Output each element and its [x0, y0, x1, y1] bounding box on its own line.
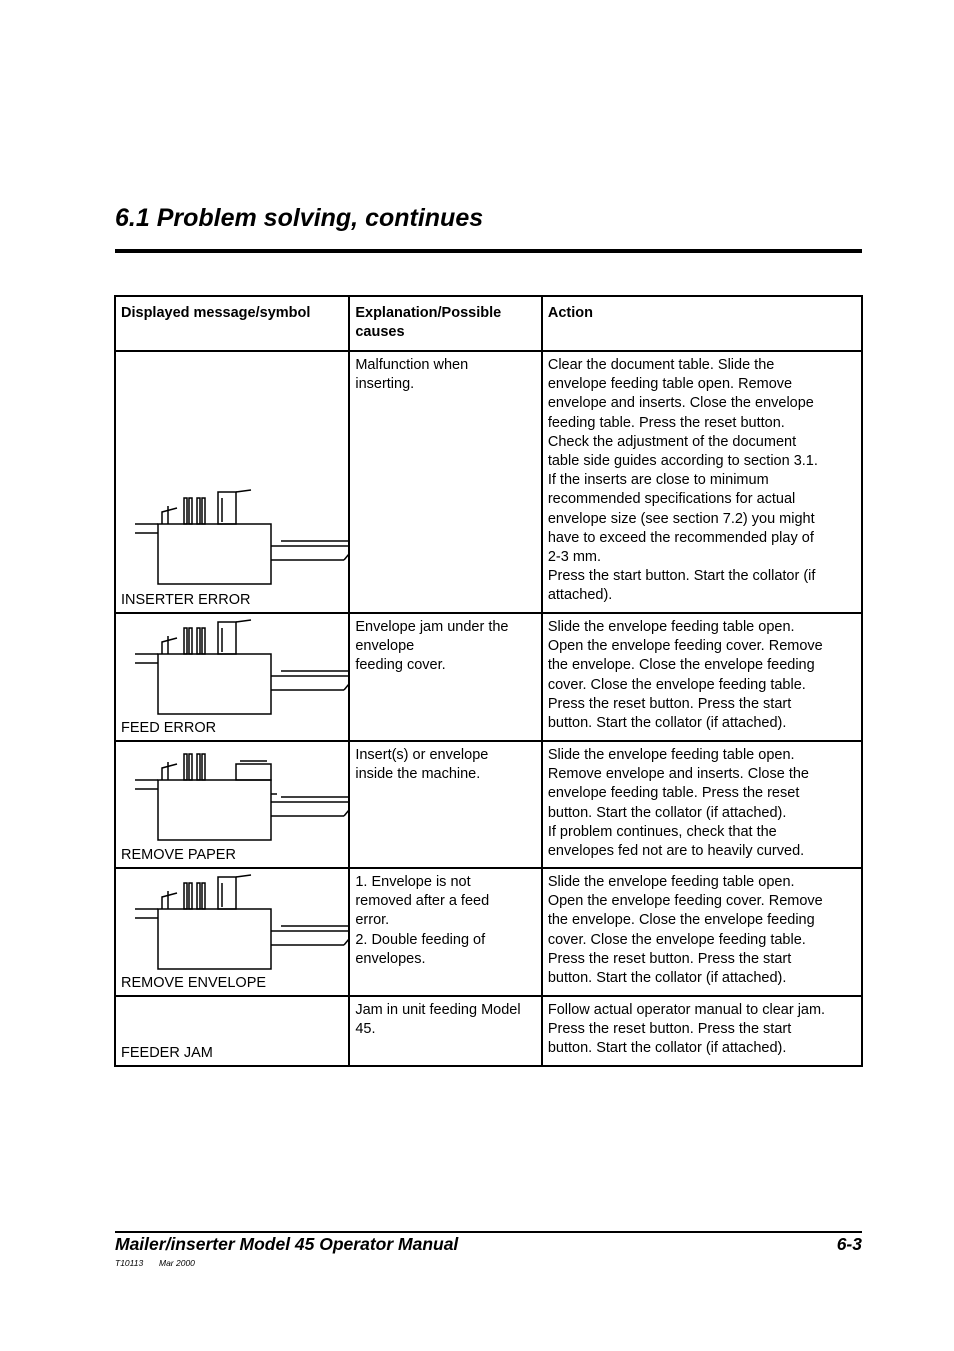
message-cell: [115, 996, 349, 1066]
table-row: [115, 868, 862, 996]
action-cell: Slide the envelope feeding table open. Open the envelope feeding cover. Remove the envelope. Close the envelope feeding cover. Close the envelope feeding table. Press the reset button. Press the start button. Start the collator (if attached).: [542, 613, 862, 741]
column-header-action: Action: [542, 296, 862, 351]
message-label: INSERTER ERROR: [121, 591, 251, 608]
column-header-explanation: Explanation/Possible causes: [349, 296, 542, 351]
message-cell: [115, 351, 349, 613]
explanation-cell: Jam in unit feeding Model 45.: [349, 996, 542, 1066]
footer-title: Mailer/inserter Model 45 Operator Manual: [115, 1234, 459, 1254]
table-row: [115, 741, 862, 868]
action-cell: Slide the envelope feeding table open. Open the envelope feeding cover. Remove the envelope. Close the envelope feeding cover. Close the envelope feeding table. Press the reset button. Press the start button. Start the collator (if attached).: [542, 868, 862, 996]
explanation-cell: Insert(s) or envelope inside the machine.: [349, 741, 542, 868]
message-label: REMOVE PAPER: [121, 846, 236, 863]
table-row: [115, 613, 862, 741]
document-date: Mar 2000: [159, 1258, 195, 1268]
action-cell: Slide the envelope feeding table open. Remove envelope and inserts. Close the envelope feeding table. Press the reset button. Start the collator (if attached). If problem continues, check that the envelopes fed not are to heavily curved.: [542, 741, 862, 868]
table-header-row: [115, 296, 862, 351]
feed-error-icon: [127, 616, 351, 716]
action-cell: Clear the document table. Slide the envelope feeding table open. Remove envelope and inserts. Close the envelope feeding table. Press the reset button. Check the adjustment of the document table side guides according to section 3.1. If the inserts are close to minimum recommended specifications for actual envelope size (see section 7.2) you might have to exceed the recommended play of 2-3 mm. Press the start button. Start the collator (if attached).: [542, 351, 862, 613]
page-title: 6.1 Problem solving, continues: [115, 204, 484, 232]
title-divider: [115, 249, 862, 253]
problem-table: [114, 295, 863, 1067]
page-number: 6-3: [836, 1234, 862, 1254]
explanation-cell: 1. Envelope is not removed after a feed error. 2. Double feeding of envelopes.: [349, 868, 542, 996]
remove-paper-icon: [127, 744, 351, 844]
document-code: T10113: [115, 1258, 144, 1268]
column-header-message: Displayed message/symbol: [115, 296, 349, 351]
table-row: [115, 996, 862, 1066]
message-cell: [115, 613, 349, 741]
message-cell: [115, 868, 349, 996]
action-cell: Follow actual operator manual to clear jam. Press the reset button. Press the start button. Start the collator (if attached).: [542, 996, 862, 1066]
message-label: REMOVE ENVELOPE: [121, 974, 267, 991]
inserter-error-icon: [127, 484, 351, 589]
message-label: FEED ERROR: [121, 719, 217, 736]
explanation-cell: Envelope jam under the envelope feeding cover.: [349, 613, 542, 741]
message-label: FEEDER JAM: [121, 1044, 213, 1061]
message-cell: [115, 741, 349, 868]
footer-divider: [115, 1231, 862, 1233]
explanation-cell: Malfunction when inserting.: [349, 351, 542, 613]
remove-envelope-icon: [127, 871, 351, 971]
table-row: [115, 351, 862, 613]
